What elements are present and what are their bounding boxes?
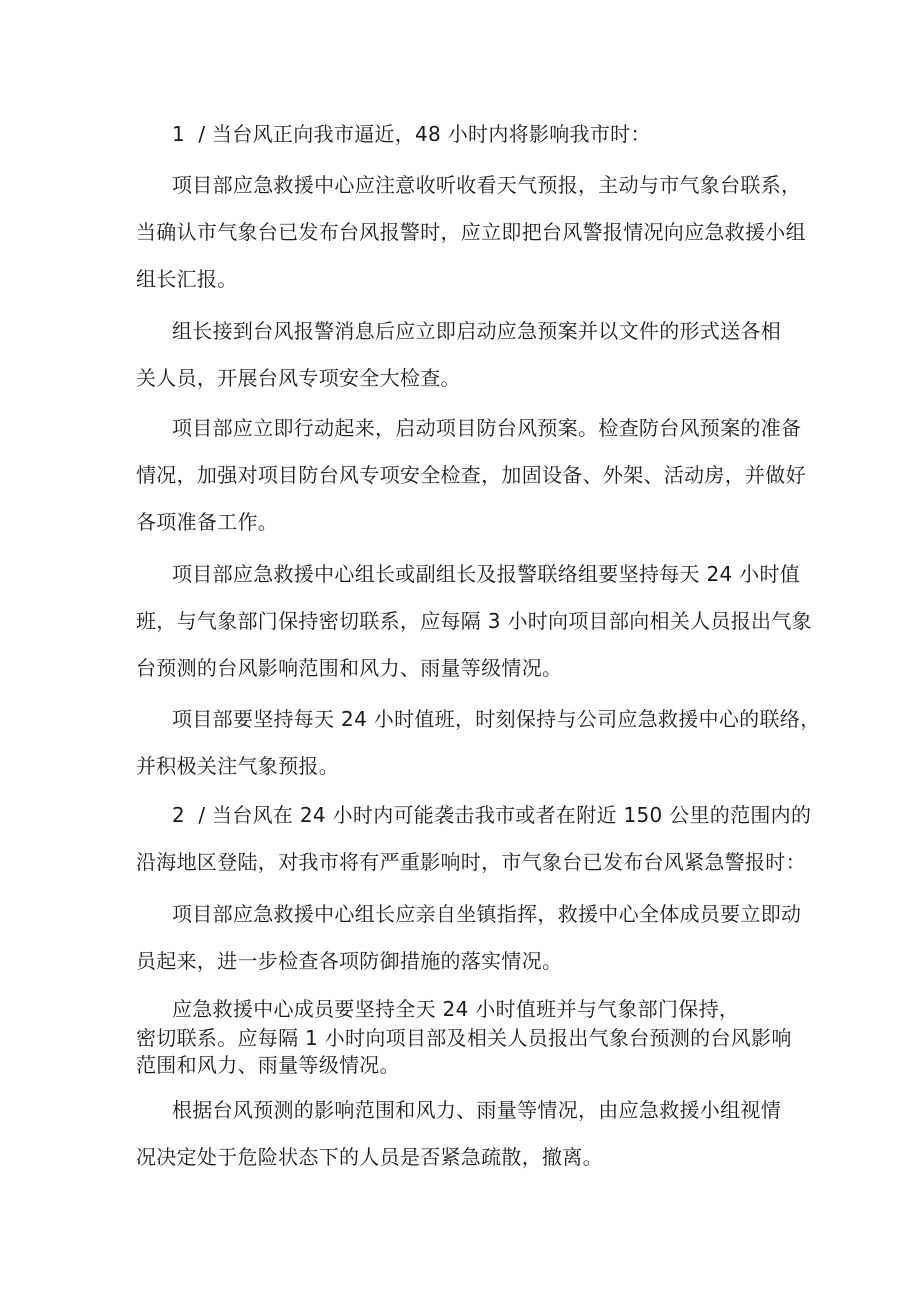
heading-item-2: 2 / 当台风在 24 小时内可能袭击我市或者在附近 150 公里的范围内的 [172, 803, 812, 827]
paragraph-line: 项目部应急救援中心应注意收听收看天气预报，主动与市气象台联系， [172, 173, 802, 197]
heading-item-1: 1 / 当台风正向我市逼近，48 小时内将影响我市时： [172, 122, 651, 146]
paragraph-line: 沿海地区登陆，对我市将有严重影响时，市气象台已发布台风紧急警报时： [136, 850, 806, 874]
paragraph-line: 当确认市气象台已发布台风报警时，应立即把台风警报情况向应急救援小组 [136, 220, 806, 244]
paragraph-line: 各项准备工作。 [136, 510, 279, 534]
paragraph-line: 根据台风预测的影响范围和风力、雨量等情况，由应急救援小组视情 [172, 1098, 781, 1122]
paragraph-line: 情况，加强对项目防台风专项安全检查，加固设备、外架、活动房，并做好 [136, 463, 806, 487]
paragraph-line: 并积极关注气象预报。 [136, 754, 339, 778]
paragraph-line: 密切联系。应每隔 1 小时向项目部及相关人员报出气象台预测的台风影响 [136, 1026, 792, 1050]
paragraph-line: 况决定处于危险状态下的人员是否紧急疏散，撤离。 [136, 1145, 603, 1169]
paragraph-line: 组长汇报。 [136, 267, 238, 291]
paragraph-line: 员起来，进一步检查各项防御措施的落实情况。 [136, 949, 563, 973]
paragraph-line: 组长接到台风报警消息后应立即启动应急预案并以文件的形式送各相 [172, 319, 781, 343]
paragraph-line: 项目部应急救援中心组长应亲自坐镇指挥，救援中心全体成员要立即动 [172, 902, 802, 926]
paragraph-line: 项目部要坚持每天 24 小时值班，时刻保持与公司应急救援中心的联络， [172, 707, 821, 731]
paragraph-line: 应急救援中心成员要坚持全天 24 小时值班并与气象部门保持， [172, 997, 740, 1021]
paragraph-line: 台预测的台风影响范围和风力、雨量等级情况。 [136, 656, 563, 680]
paragraph-line: 项目部应立即行动起来，启动项目防台风预案。检查防台风预案的准备 [172, 416, 802, 440]
paragraph-line: 项目部应急救援中心组长或副组长及报警联络组要坚持每天 24 小时值 [172, 562, 801, 586]
paragraph-line: 班，与气象部门保持密切联系，应每隔 3 小时向项目部向相关人员报出气象 [136, 609, 812, 633]
paragraph-line: 范围和风力、雨量等级情况。 [136, 1053, 400, 1077]
paragraph-line: 关人员，开展台风专项安全大检查。 [136, 366, 461, 390]
